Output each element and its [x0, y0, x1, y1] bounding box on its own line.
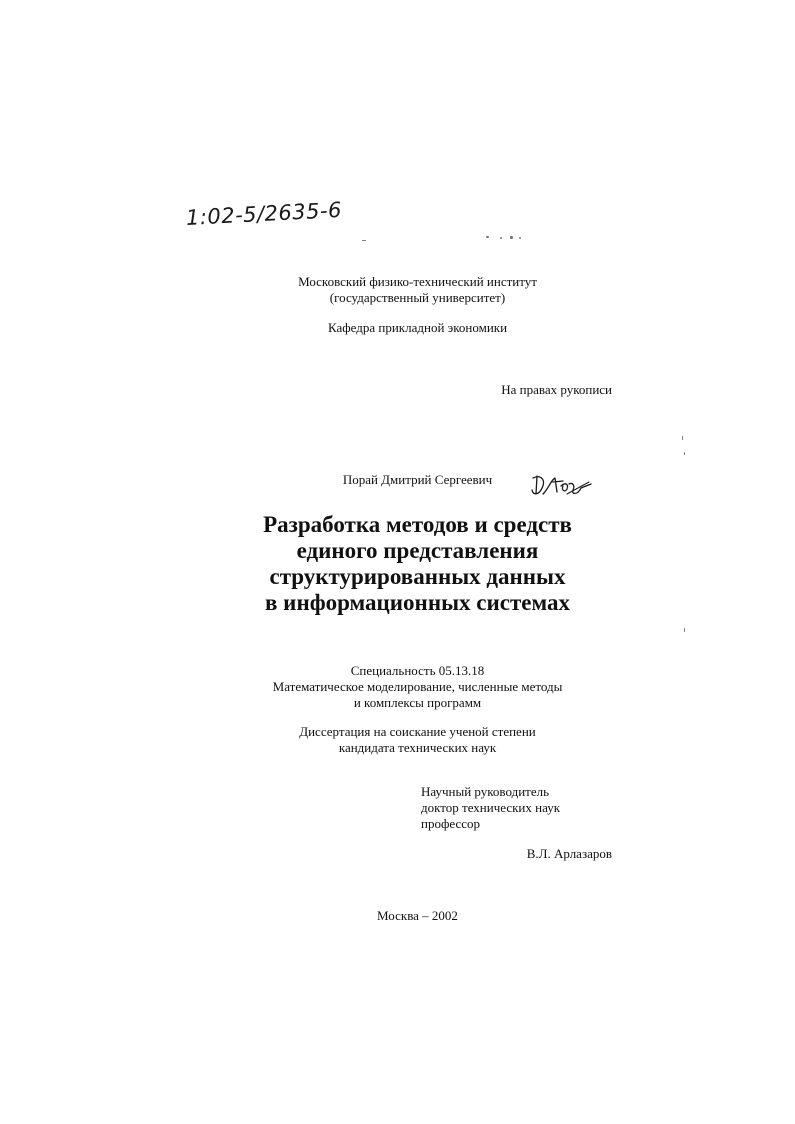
degree-line-2: кандидата технических наук [338, 740, 497, 755]
rights-note: На правах рукописи [501, 382, 612, 397]
specialty-name-2: и комплексы программ [353, 695, 482, 710]
institute-status: (государственный университет) [329, 290, 506, 305]
institute-block [0, 274, 795, 306]
scan-speck [500, 237, 502, 239]
scan-speck [486, 236, 489, 238]
specialty-code: Специальность 05.13.18 [350, 663, 485, 678]
supervisor-degree: доктор технических наук [421, 800, 561, 815]
title-line: единого представления [296, 538, 539, 563]
supervisor-role: Научный руководитель [421, 784, 550, 799]
scan-speck [519, 237, 521, 239]
dissertation-title [0, 512, 795, 616]
specialty-name-1: Математическое моделирование, численные методы [272, 679, 563, 694]
scan-speck [362, 240, 366, 241]
degree-line-1: Диссертация на соискание ученой степени [299, 724, 536, 739]
archive-code-handwritten: 1:02-5/2635-6 [185, 197, 343, 230]
degree-block [0, 724, 795, 756]
scan-speck [510, 236, 513, 239]
author-name: Порай Дмитрий Сергеевич [342, 472, 493, 487]
city-year: Москва – 2002 [377, 908, 458, 923]
author-signature [527, 470, 595, 504]
specialty-block [0, 663, 795, 711]
title-line: в информационных системах [265, 590, 570, 615]
scan-speck [682, 436, 683, 440]
supervisor-block [421, 784, 560, 832]
department-name: Кафедра прикладной экономики [327, 320, 508, 335]
supervisor-rank: профессор [421, 816, 481, 831]
supervisor-name: В.Л. Арлазаров [526, 846, 612, 861]
title-line: Разработка методов и средств [263, 512, 572, 537]
scan-speck [684, 628, 685, 632]
scan-speck [684, 452, 685, 455]
title-line: структурированных данных [269, 564, 566, 589]
institute-name: Московский физико-технический институт [298, 274, 537, 289]
